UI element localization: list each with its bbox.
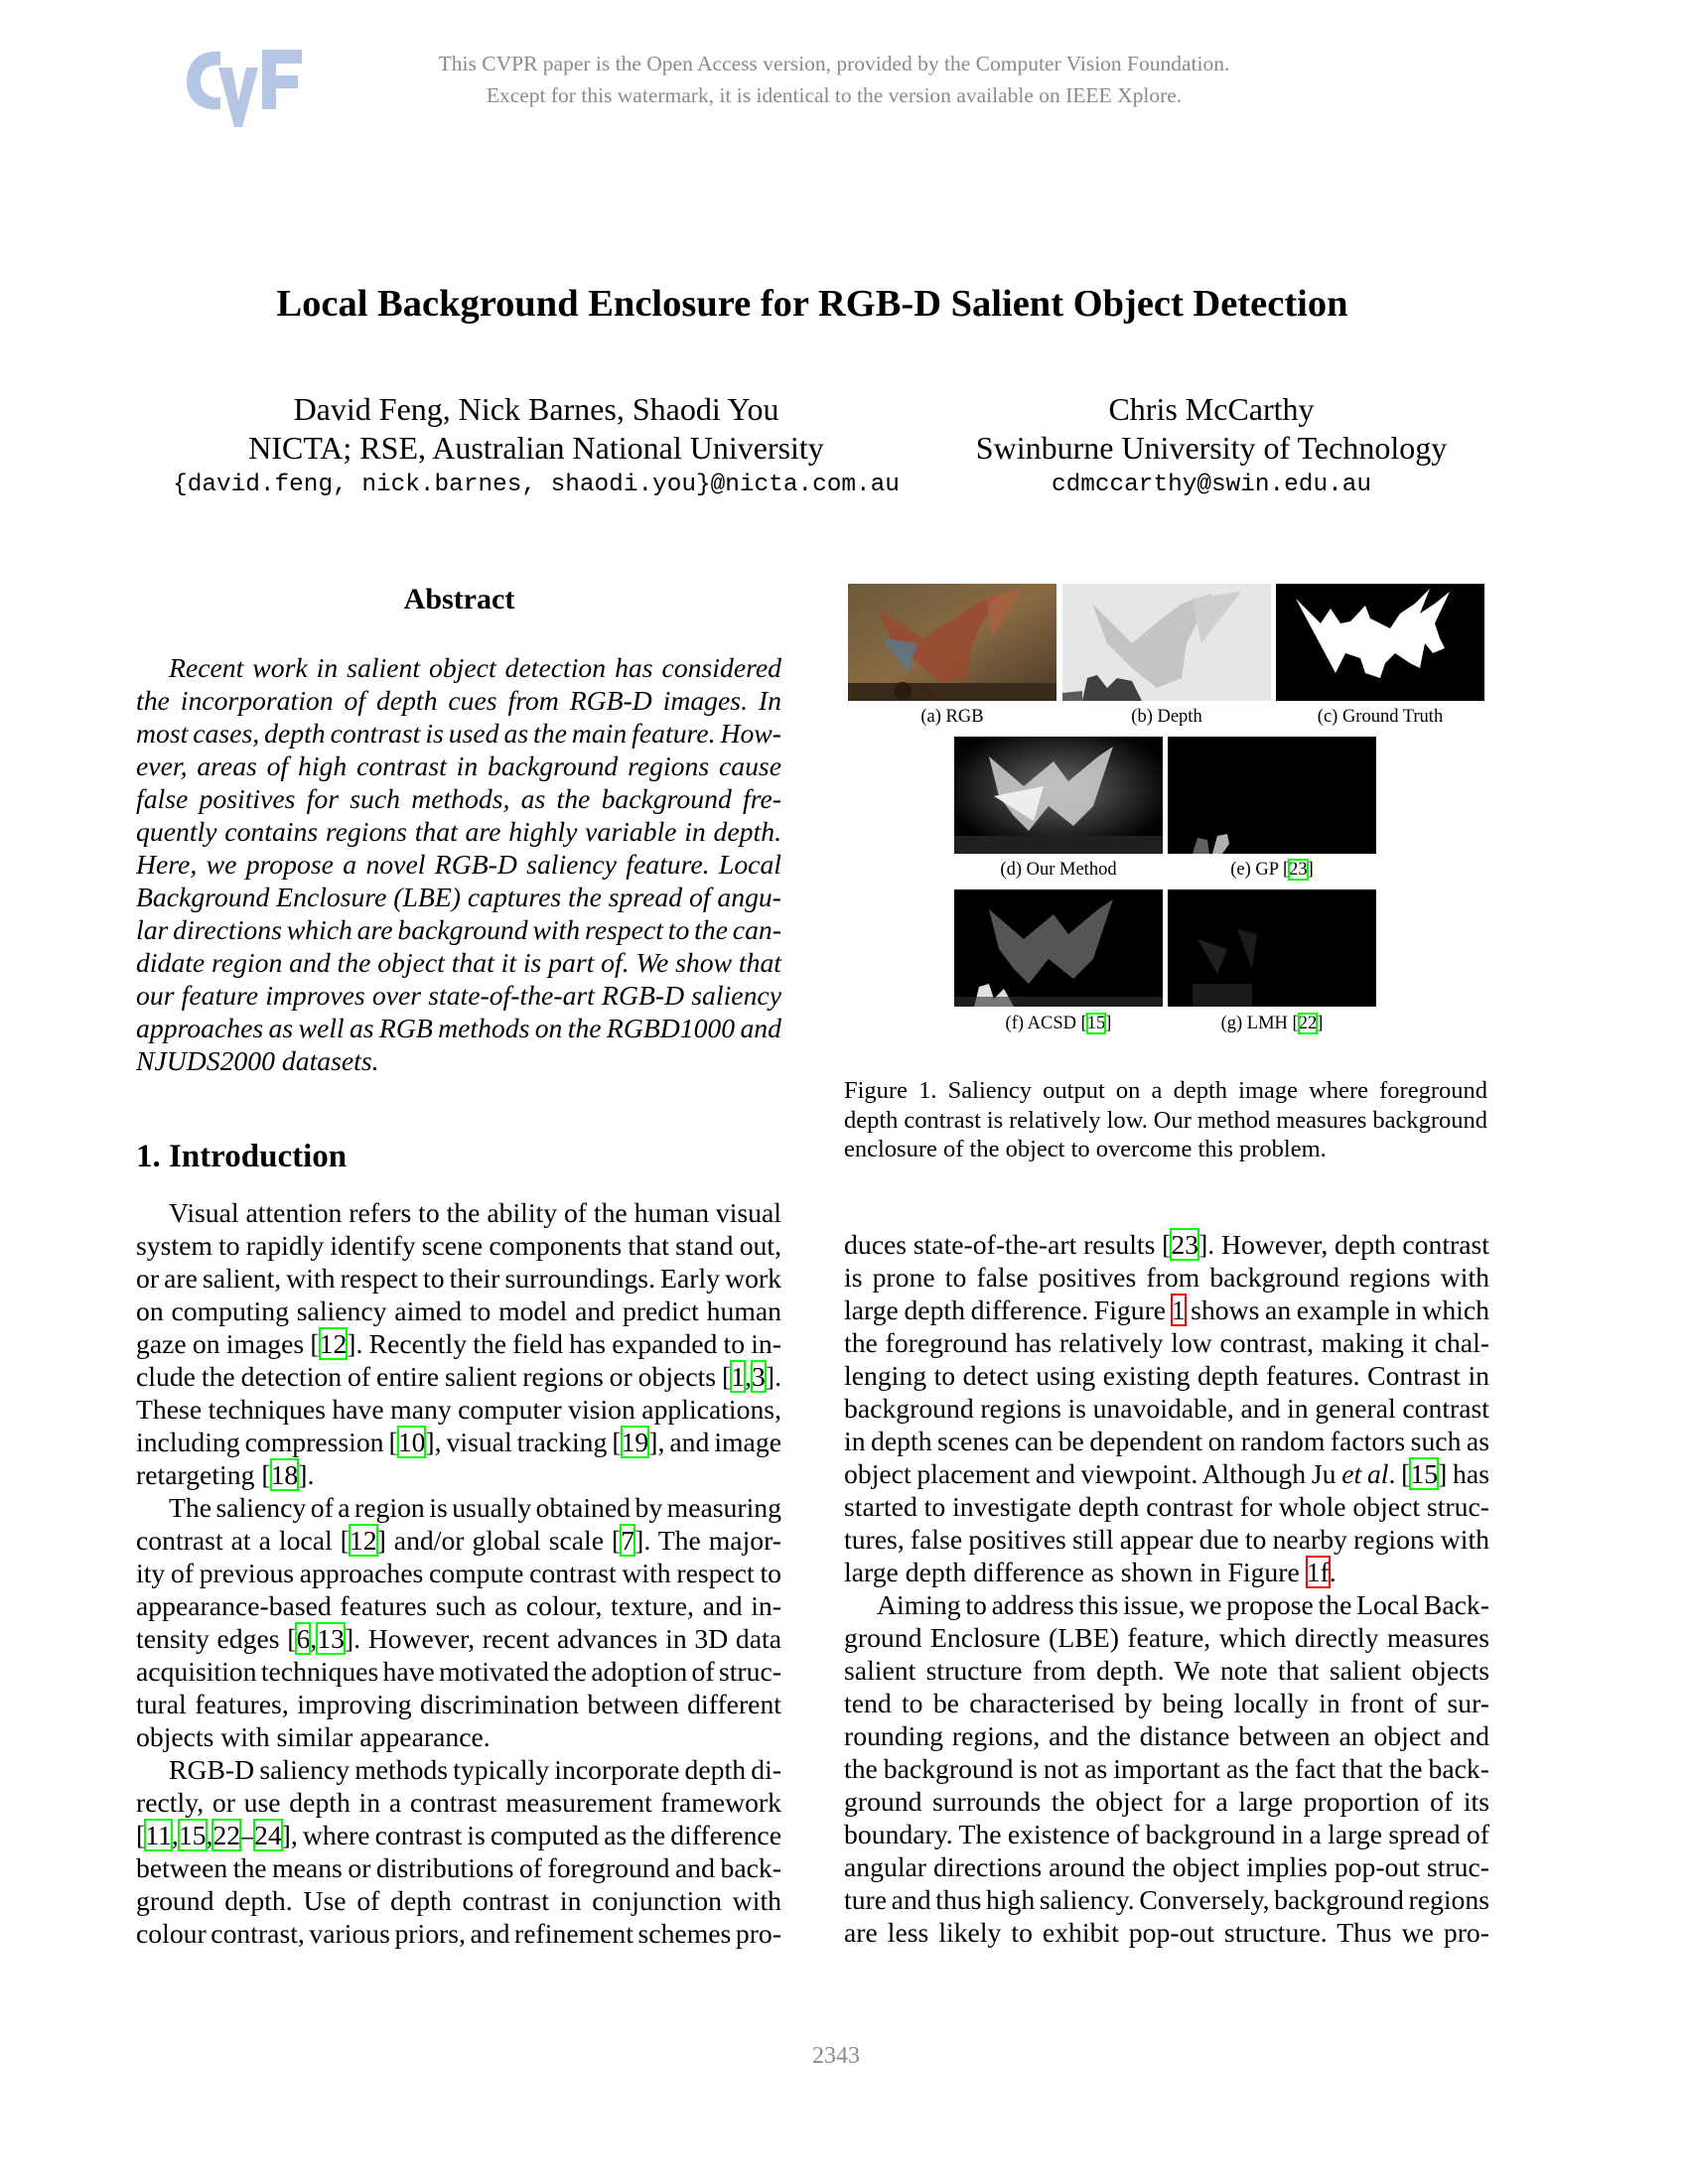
text-line: tensity edges [6,13]. However, recent advances in 3D data — [136, 1623, 781, 1654]
text-line: lenging to detect using existing depth features. Contrast in — [844, 1360, 1489, 1391]
subcaption-f: (f) ACSD [15] — [1005, 1014, 1112, 1033]
citation-link[interactable]: 10 — [397, 1427, 426, 1457]
author-affiliation: Swinburne University of Technology — [975, 430, 1448, 466]
subcaption-b: (b) Depth — [1131, 707, 1202, 727]
text-line: angular directions around the object implies pop-out struc- — [844, 1851, 1489, 1882]
figure-image-lmh — [1168, 889, 1376, 1007]
text-line: The saliency of a region is usually obtained by measuring — [169, 1492, 781, 1523]
abstract-body — [136, 651, 782, 1077]
citation-link[interactable]: 19 — [621, 1427, 649, 1457]
watermark-line-2: Except for this watermark, it is identical to the version available on IEEE Xplore. — [486, 83, 1183, 107]
citation-link[interactable]: 12 — [319, 1328, 348, 1359]
text-line: Aiming to address this issue, we propose the Local Back- — [877, 1589, 1489, 1620]
citation-link[interactable]: 22 — [1298, 1014, 1318, 1033]
intro-left-column — [136, 1196, 782, 1950]
text-line: false positives for such methods, as the background fre- — [136, 783, 781, 814]
figure-image-ground-truth — [1276, 584, 1484, 701]
subcaption-c: (c) Ground Truth — [1317, 707, 1444, 727]
citation-link[interactable]: 3 — [752, 1361, 766, 1392]
text-line: ture and thus high saliency. Conversely, background regions — [844, 1884, 1489, 1915]
text-line: rectly, or use depth in a contrast measurement framework — [136, 1787, 781, 1818]
intro-right-column — [844, 1228, 1490, 1949]
abstract-heading: Abstract — [403, 583, 515, 615]
citation-link[interactable]: 24 — [253, 1820, 282, 1850]
subcaption-a: (a) RGB — [920, 707, 984, 727]
page-number: 2343 — [812, 2043, 860, 2069]
caption-line: enclosure of the object to overcome this problem. — [844, 1136, 1327, 1163]
citation-link[interactable]: 15 — [1410, 1458, 1439, 1489]
text-line: between the means or distributions of foreground and back- — [136, 1852, 781, 1883]
citation-link[interactable]: 22 — [212, 1820, 241, 1850]
figure-image-gp — [1168, 737, 1376, 854]
text-line: clude the detection of entire salient regions or objects [1,3]. — [136, 1361, 781, 1392]
text-line: tural features, improving discrimination between different — [136, 1689, 781, 1719]
text-line: ity of previous approaches compute contrast with respect to — [136, 1558, 781, 1588]
text-line: ground Enclosure (LBE) feature, which directly measures — [844, 1622, 1489, 1653]
figure-image-acsd — [954, 889, 1163, 1007]
cvf-logo — [181, 46, 305, 127]
text-line: gaze on images [12]. Recently the field has expanded to in- — [136, 1328, 781, 1359]
text-line: These techniques have many computer vision applications, — [136, 1394, 781, 1425]
text-line: quently contains regions that are highly variable in depth. — [136, 816, 781, 847]
figure-ref-link[interactable]: 1 — [1171, 1295, 1186, 1325]
text-line: colour contrast, various priors, and refinement schemes pro- — [136, 1918, 781, 1949]
text-line: ground surrounds the object for a large proportion of its — [844, 1786, 1489, 1817]
text-line: the background is not as important as the fact that the back- — [844, 1753, 1489, 1784]
figure-image-our-method — [954, 737, 1163, 854]
text-line: NJUDS2000 datasets. — [136, 1045, 379, 1076]
author-names: Chris McCarthy — [1108, 391, 1315, 427]
text-line: on computing saliency aimed to model and predict human — [136, 1296, 781, 1326]
text-line: ground depth. Use of depth contrast in conjunction with — [136, 1885, 781, 1916]
text-line: salient structure from depth. We note that salient objects — [844, 1655, 1489, 1686]
text-line: tend to be characterised by being locally in front of sur- — [844, 1688, 1489, 1718]
text-line: the foreground has relatively low contrast, making it chal- — [844, 1327, 1489, 1358]
figure-image-rgb — [848, 584, 1056, 701]
text-line: are less likely to exhibit pop-out structure. Thus we pro- — [844, 1917, 1489, 1948]
text-line: Background Enclosure (LBE) captures the spread of angu- — [136, 882, 781, 912]
text-line: appearance-based features such as colour, texture, and in- — [136, 1590, 781, 1621]
text-line: the incorporation of depth cues from RGB-D images. In — [136, 685, 781, 716]
caption-line: Figure 1. Saliency output on a depth image where foreground — [844, 1077, 1487, 1104]
text-line: didate region and the object that it is part of. We show that — [136, 947, 781, 978]
text-line: object placement and viewpoint. Although Ju et al. [15] has — [844, 1458, 1489, 1489]
text-line: our feature improves over state-of-the-art RGB-D saliency — [136, 980, 781, 1011]
author-email: cdmccarthy@swin.edu.au — [1051, 472, 1371, 498]
citation-link[interactable]: 15 — [1086, 1014, 1106, 1033]
subcaption-e: (e) GP [23] — [1230, 860, 1314, 880]
text-line: acquisition techniques have motivated the adoption of struc- — [136, 1656, 781, 1687]
citation-link[interactable]: 1 — [731, 1361, 746, 1392]
citation-link[interactable]: 18 — [270, 1459, 299, 1490]
text-line: boundary. The existence of background in a large spread of — [844, 1819, 1489, 1849]
text-line: Recent work in salient object detection has considered — [169, 652, 781, 683]
watermark-line-1: This CVPR paper is the Open Access version, provided by the Computer Vision Foundation. — [438, 52, 1230, 75]
text-line: most cases, depth contrast is used as the main feature. How- — [136, 718, 781, 749]
citation-link[interactable]: 6 — [296, 1623, 311, 1654]
text-line: retargeting [18]. — [136, 1459, 315, 1490]
figure-image-depth — [1062, 584, 1271, 701]
author-block-1 — [169, 390, 904, 500]
text-line: including compression [10], visual tracking [19], and image — [136, 1427, 781, 1457]
text-line: approaches as well as RGB methods on the RGBD1000 and — [136, 1013, 781, 1043]
text-line: [11,15,22–24], where contrast is computed as the difference — [136, 1820, 781, 1850]
text-line: ever, areas of high contrast in background regions cause — [136, 751, 781, 781]
text-line: duces state-of-the-art results [23]. However, depth contrast — [844, 1229, 1489, 1260]
citation-link[interactable]: 13 — [317, 1623, 345, 1654]
paper-title: Local Background Enclosure for RGB-D Salient Object Detection — [276, 283, 1348, 325]
author-affiliation: NICTA; RSE, Australian National University — [248, 430, 824, 466]
citation-link[interactable]: 12 — [349, 1525, 377, 1556]
text-line: Visual attention refers to the ability of the human visual — [169, 1197, 781, 1228]
citation-link[interactable]: 23 — [1289, 860, 1308, 880]
subcaption-d: (d) Our Method — [1000, 860, 1117, 880]
text-line: is prone to false positives from background regions with — [844, 1262, 1489, 1293]
figure-ref-link[interactable]: 1f — [1306, 1557, 1330, 1587]
section-heading-introduction: 1. Introduction — [136, 1139, 348, 1174]
citation-link[interactable]: 7 — [621, 1525, 635, 1556]
text-line: rounding regions, and the distance between an object and — [844, 1720, 1489, 1751]
author-email: {david.feng, nick.barnes, shaodi.you}@nicta.com.au — [173, 472, 900, 498]
text-line: objects with similar appearance. — [136, 1721, 491, 1752]
text-line: contrast at a local [12] and/or global scale [7]. The major- — [136, 1525, 781, 1556]
text-line: system to rapidly identify scene components that stand out, — [136, 1230, 781, 1261]
author-block-2 — [923, 390, 1499, 500]
caption-line: depth contrast is relatively low. Our method measures background — [844, 1106, 1487, 1134]
text-line: Here, we propose a novel RGB-D saliency feature. Local — [136, 849, 781, 880]
text-line: large depth difference. Figure 1 shows an example in which — [844, 1295, 1489, 1325]
text-line: tures, false positives still appear due to nearby regions with — [844, 1524, 1489, 1555]
text-line: started to investigate depth contrast for whole object struc- — [844, 1491, 1489, 1522]
text-line: or are salient, with respect to their surroundings. Early work — [136, 1263, 781, 1294]
text-line: lar directions which are background with respect to the can- — [136, 914, 781, 945]
citation-link[interactable]: 15 — [178, 1820, 207, 1850]
text-line: large depth difference as shown in Figure 1f. — [844, 1557, 1336, 1587]
figure-1-caption — [844, 1076, 1488, 1164]
text-line: in depth scenes can be dependent on random factors such as — [844, 1426, 1489, 1456]
text-line: background regions is unavoidable, and in general contrast — [844, 1393, 1489, 1424]
subcaption-g: (g) LMH [22] — [1220, 1014, 1324, 1033]
citation-link[interactable]: 23 — [1171, 1229, 1199, 1260]
author-names: David Feng, Nick Barnes, Shaodi You — [293, 391, 779, 427]
text-line: RGB-D saliency methods typically incorporate depth di- — [169, 1754, 781, 1785]
citation-link[interactable]: 11 — [145, 1820, 172, 1850]
